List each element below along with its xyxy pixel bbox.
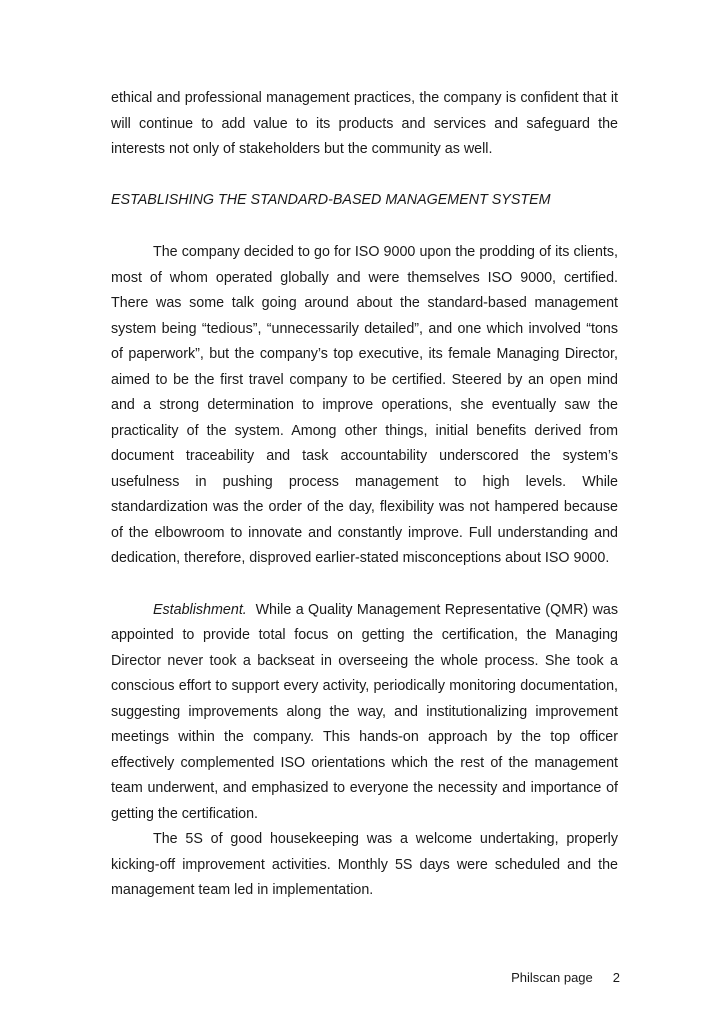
body-text: [111, 86, 618, 904]
run-in-heading: Establishment.: [153, 601, 247, 618]
page-footer: [500, 970, 620, 985]
section-heading: ESTABLISHING THE STANDARD-BASED MANAGEMENT SYSTEM: [111, 191, 551, 208]
page-number: 2: [612, 970, 620, 985]
paragraph-continuation: ethical and professional management practices, the company is confident that it will continue to add value to its products and services and safeguard the interests not only of stakeholders but the community as well.: [111, 90, 618, 157]
paragraph-establishment: [111, 598, 618, 828]
paragraph-establishment-text: While a Quality Management Representative (QMR) was appointed to provide total focus on getting the certification, the Managing Director never took a backseat in overseeing the whole process. She took a conscious effort to support every activity, periodically monitoring documentation, suggesting improvements along the way, and institutionalizing improvement meetings within the company. This hands-on approach by the top officer effectively complemented ISO orientations which the rest of the management team underwent, and emphasized to everyone the necessity and importance of getting the certification.: [111, 601, 618, 822]
footer-label: Philscan page: [511, 970, 593, 985]
paragraph-iso-decision: The company decided to go for ISO 9000 upon the prodding of its clients, most of whom operated globally and were themselves ISO 9000, certified. There was some talk going around about the standard-based management system being “tedious”, “unnecessarily detailed”, and one which involved “tons of paperwork”, but the company’s top executive, its female Managing Director, aimed to be the first travel company to be certified. Steered by an open mind and a strong determination to improve operations, she eventually saw the practicality of the system. Among other things, initial benefits derived from document traceability and task accountability underscored the system’s usefulness in pushing process management to high levels. While standardization was the order of the day, flexibility was not hampered because of the elbowroom to innovate and constantly improve. Full understanding and dedication, therefore, disproved earlier-stated misconceptions about ISO 9000.: [111, 244, 618, 566]
paragraph-5s: The 5S of good housekeeping was a welcome undertaking, properly kicking-off improvement activities. Monthly 5S days were scheduled and the management team led in implementation.: [111, 831, 618, 898]
